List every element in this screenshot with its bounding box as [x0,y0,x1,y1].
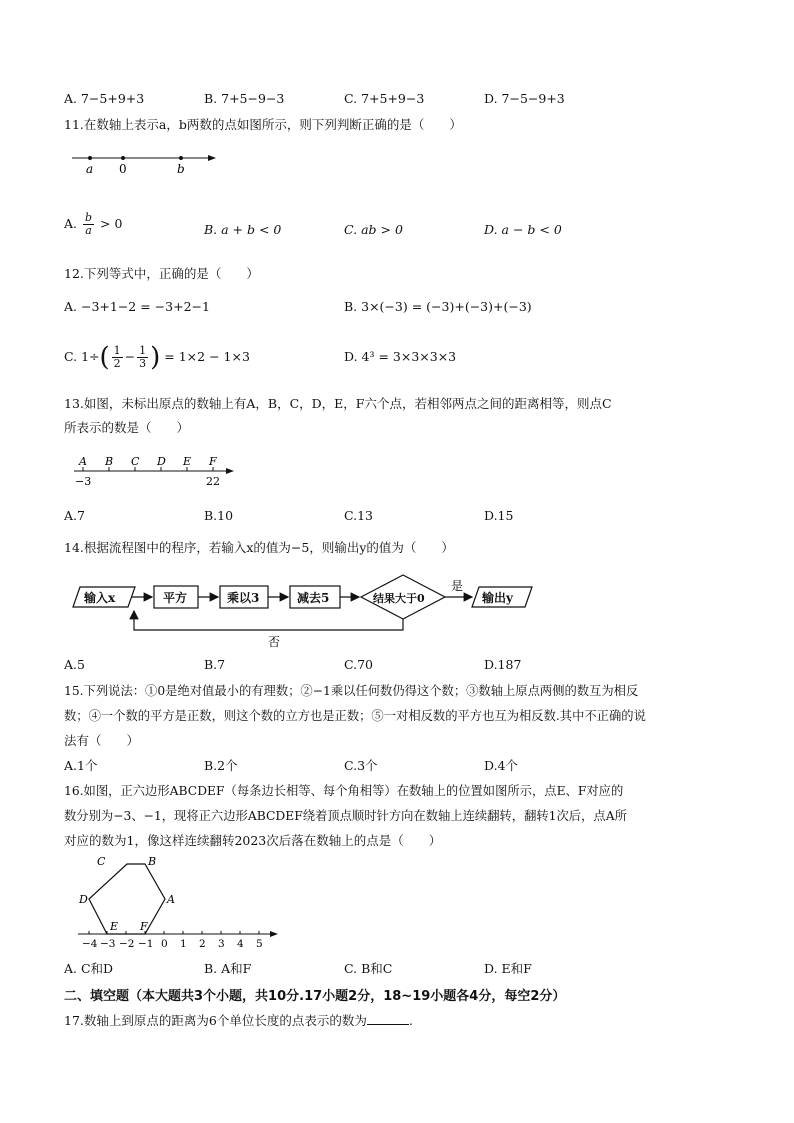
q13-value-f: 22 [206,475,220,488]
left-paren: ( [99,342,110,373]
q16-option-d: D. E和F [484,961,532,976]
q10-option-b: B. 7+5−9−3 [204,91,285,106]
q10-option-d: D. 7−5−9+3 [484,91,565,106]
q13-label-b: B [105,455,114,468]
flow-output-label: 输出y [482,591,513,605]
q12-fraction-1 [112,345,123,370]
q16-option-b: B. A和F [204,961,252,976]
flow-yes-label: 是 [451,579,464,593]
q12-option-c-suffix: = 1×2 − 1×3 [164,349,250,364]
q13-label-c: C [131,455,140,468]
q14-flowchart [70,572,540,652]
hex-label-c: C [97,855,106,868]
fraction-denominator: 3 [139,357,147,370]
q13-label-e: E [183,455,192,468]
q11-option-b: B. a + b < 0 [204,222,282,237]
q11-stem: 11.在数轴上表示a，b两数的点如图所示，则下列判断正确的是（ ） [64,117,462,132]
q11-option-a-prefix: A. [64,216,78,231]
q13-stem-line-1: 13.如图，未标出原点的数轴上有A，B，C，D，E，F六个点，若相邻两点之间的距离相等，则点C [64,396,612,411]
q15-option-a: A.1个 [64,758,98,773]
q10-option-c: C. 7+5+9−3 [344,91,425,106]
q15-option-b: B.2个 [204,758,238,773]
q13-number-line-figure [70,453,240,493]
tick-label-3: 3 [218,938,225,950]
q13-option-c: C.13 [344,508,373,523]
q13-value-a: −3 [75,475,92,488]
fraction-numerator: 1 [113,344,121,357]
flow-step2-label: 乘以3 [227,591,260,605]
q16-stem-line-2: 数分别为−3、−1，现将正六边形ABCDEF绕着顶点顺时针方向在数轴上连续翻转，翻转1次后，点A所 [64,809,627,823]
flow-step1-label: 平方 [163,591,188,605]
q13-label-d: D [157,455,166,468]
q16-stem-line-1: 16.如图，正六边形ABCDEF（每条边长相等、每个角相等）在数轴上的位置如图所示，点E、F对应的 [64,784,624,798]
q12-option-c [64,336,250,378]
fraction-numerator: b [85,211,93,224]
q15-option-c: C.3个 [344,758,378,773]
q11-option-d: D. a − b < 0 [484,222,562,237]
fraction-denominator: 2 [113,357,121,370]
tick-label-5: 5 [256,938,263,950]
tick-label-4: 4 [237,938,244,950]
hex-label-a: A [167,893,175,906]
q14-option-a: A.5 [64,657,85,672]
q13-label-a: A [79,455,87,468]
q16-option-c: C. B和C [344,961,393,976]
section-2-title: 二、填空题（本大题共3个小题，共10分.17小题2分，18~19小题各4分，每空2分） [64,989,566,1004]
q16-hexagon-figure [70,852,285,952]
tick-label-neg3: −3 [100,938,116,950]
q12-stem: 12.下列等式中，正确的是（ ） [64,266,259,281]
q11-option-a [64,212,122,237]
q13-option-b: B.10 [204,508,234,523]
hex-label-f: F [140,920,148,933]
q16-option-a: A. C和D [64,961,114,976]
flow-input-label: 输入x [84,591,116,605]
q13-option-d: D.15 [484,508,514,523]
q11-option-a-fraction [83,212,94,237]
q12-option-d: D. 4³ = 3×3×3×3 [344,349,457,364]
q15-stem-line-2: 数；④一个数的平方是正数，则这个数的立方也是正数；⑤一对相反数的平方也互为相反数.其中不正确的说 [64,709,646,723]
q11-label-b: b [177,162,185,176]
minus-sign: − [124,349,136,364]
tick-label-2: 2 [199,938,206,950]
q13-option-a: A.7 [64,508,85,523]
hex-label-d: D [79,893,88,906]
q10-option-a: A. 7−5+9+3 [64,91,145,106]
q16-stem-line-3: 对应的数为1，像这样连续翻转2023次后落在数轴上的点是（ ） [64,833,442,848]
fraction-denominator: a [85,224,92,237]
q17-answer-blank[interactable] [367,1012,409,1025]
q17-stem-text: 17.数轴上到原点的距离为6个单位长度的点表示的数为 [64,1013,367,1028]
q14-stem: 14.根据流程图中的程序，若输入x的值为−5，则输出y的值为（ ） [64,540,454,555]
tick-label-neg4: −4 [82,938,98,950]
q11-label-zero: 0 [119,162,127,176]
q13-label-f: F [209,455,217,468]
right-paren: ) [150,342,161,373]
hex-label-b: B [148,855,157,868]
flow-decision-label: 结果大于0 [373,592,425,605]
q11-number-line-figure [70,148,220,178]
hexagon-shape [89,864,165,934]
q14-option-c: C.70 [344,657,373,672]
q12-fraction-2 [137,345,148,370]
q11-option-c: C. ab > 0 [344,222,403,237]
flow-no-label: 否 [268,635,281,649]
flow-step3-label: 减去5 [297,591,330,605]
fraction-numerator: 1 [139,344,147,357]
q12-option-c-prefix: C. 1÷ [64,349,100,364]
q15-stem-line-1: 15.下列说法：①0是绝对值最小的有理数；②−1乘以任何数仍得这个数；③数轴上原点两侧的数互为相反 [64,684,639,698]
tick-label-neg2: −2 [119,938,135,950]
q12-option-a: A. −3+1−2 = −3+2−1 [64,299,210,314]
tick-label-neg1: −1 [138,938,154,950]
q11-label-a: a [86,162,94,176]
hex-label-e: E [110,920,119,933]
q17-stem-end: . [408,1013,413,1028]
tick-label-0: 0 [161,938,168,950]
q14-option-b: B.7 [204,657,226,672]
tick-label-1: 1 [180,938,187,950]
q15-stem-line-3: 法有（ ） [64,733,140,748]
q11-option-a-suffix: > 0 [100,216,123,231]
q15-option-d: D.4个 [484,758,519,773]
q17-stem [64,1012,413,1029]
q13-stem-line-2: 所表示的数是（ ） [64,420,190,435]
q14-option-d: D.187 [484,657,522,672]
q12-option-b: B. 3×(−3) = (−3)+(−3)+(−3) [344,299,532,314]
